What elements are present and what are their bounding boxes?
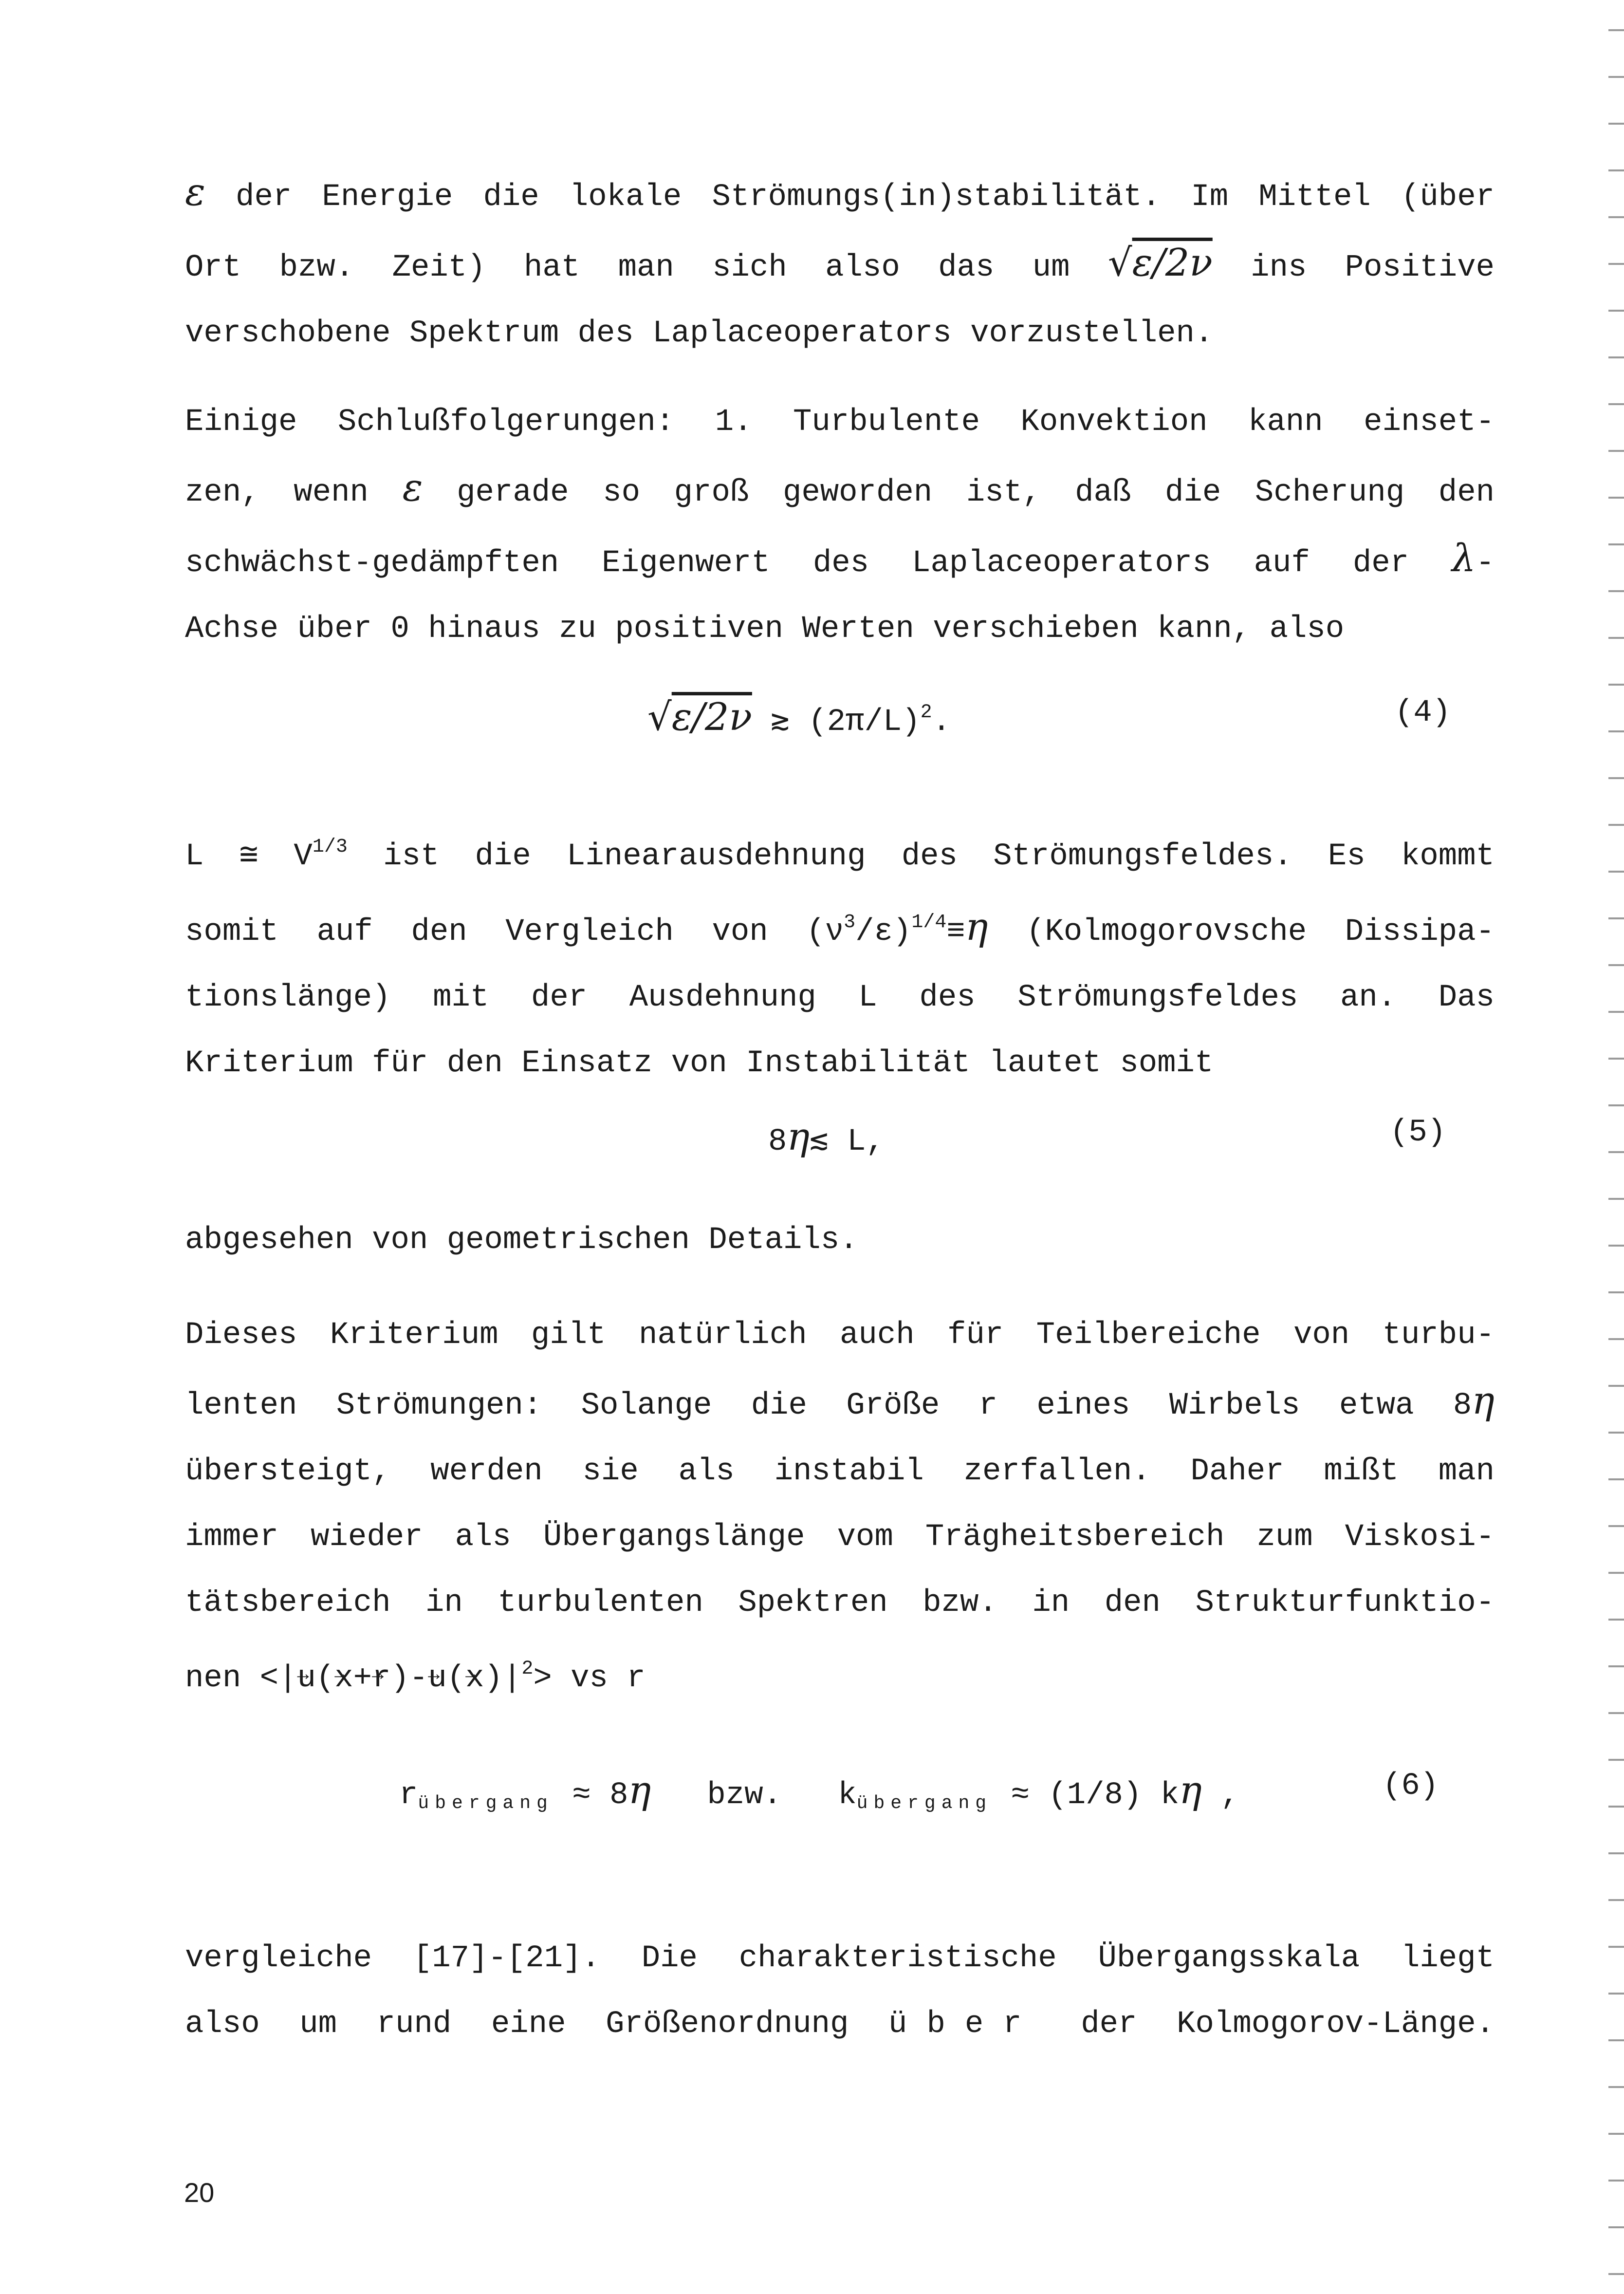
equation-5-number: (5) xyxy=(1390,1115,1446,1150)
paragraph-2 xyxy=(185,390,1495,662)
paragraph-5-line-2: lenten Strömungen: Solange die Größe r eines Wirbels etwa 8η xyxy=(185,1379,1495,1423)
eta-symbol: η xyxy=(628,1769,651,1812)
paragraph-3-line-4: Kriterium für den Einsatz von Instabilität lautet somit xyxy=(185,1046,1214,1081)
vector-x: → x xyxy=(334,1661,353,1696)
paragraph-5-line-1: Dieses Kriterium gilt natürlich auch für Teilbereiche von turbu- xyxy=(185,1318,1495,1353)
paragraph-3-line-3: tionslänge) mit der Ausdehnung L des Strömungsfeldes an. Das xyxy=(185,980,1495,1015)
paragraph-5 xyxy=(185,1303,1495,1712)
paragraph-2-line-2: zen, wenn ε gerade so groß geworden ist, daß die Scherung den xyxy=(185,466,1495,510)
epsilon-symbol: ε xyxy=(185,170,205,214)
vector-r: → r xyxy=(372,1661,390,1696)
equation-4: √ε/2ν ≳ $(2\pi/L)^2$. xyxy=(647,695,951,740)
eta-symbol: η xyxy=(1179,1769,1202,1812)
sqrt-term: √ε/2ν xyxy=(1107,241,1213,285)
lambda-symbol: λ xyxy=(1452,537,1476,580)
paragraph-5-line-6: nen <|→ $u(\to x+\to r)-\to u(\to x)|^2>$ vs r xyxy=(185,1636,1495,1712)
page-number: 20 xyxy=(184,2177,215,2208)
paragraph-1 xyxy=(185,160,1495,367)
equation-5: 8η≲ L, xyxy=(768,1115,885,1159)
paragraph-1-line-2: Ort bzw. Zeit) hat man sich also das um √ε/2ν ins Positive xyxy=(185,241,1495,285)
epsilon-symbol: ε xyxy=(402,466,423,510)
paragraph-6-line-1: vergleiche [17]-[21]. Die charakteristische Übergangsskala liegt xyxy=(185,1941,1495,1976)
paragraph-3-line-2: somit auf den Vergleich von $(\nu^3/\varepsilon)^{1/4}\equiv\eta$ (Kolmogorovsche Dissipa- xyxy=(185,905,1495,950)
equation-6: $r_{übergang} \approx 8\eta$ bzw. $k_{übergang} \approx (1/8)$ kη , xyxy=(399,1769,1239,1814)
scan-right-edge xyxy=(1608,0,1624,2294)
paragraph-2-line-4: Achse über 0 hinaus zu positiven Werten verschieben kann, also xyxy=(185,612,1345,647)
paragraph-6-line-2: also um rund eine Größenordnung über der Kolmogorov-Länge. xyxy=(185,2007,1495,2042)
eta-symbol: η xyxy=(1472,1379,1495,1423)
paragraph-3-line-1: L ≅ $V^{1/3}$ ist die Linearausdehnung des Strömungsfeldes. Es kommt xyxy=(185,836,1495,874)
paragraph-1-line-1: ε der Energie die lokale Strömungs(in)stabilität. Im Mittel (über xyxy=(185,170,1495,215)
vector-x: → x xyxy=(465,1661,484,1696)
paragraph-4-line-1: abgesehen von geometrischen Details. xyxy=(185,1223,858,1258)
paragraph-2-line-1: Einige Schlußfolgerungen: 1. Turbulente Konvektion kann einset- xyxy=(185,405,1495,440)
paragraph-6 xyxy=(185,1926,1495,2057)
vector-u: → u xyxy=(297,1661,315,1696)
paragraph-3 xyxy=(185,814,1495,1097)
paragraph-5-line-5: tätsbereich in turbulenten Spektren bzw. in den Strukturfunktio- xyxy=(185,1585,1495,1621)
paragraph-5-line-3: übersteigt, werden sie als instabil zerfallen. Daher mißt man xyxy=(185,1454,1495,1489)
equation-6-number: (6) xyxy=(1383,1769,1439,1804)
equation-4-number: (4) xyxy=(1395,695,1451,730)
paragraph-5-line-4: immer wieder als Übergangslänge vom Trägheitsbereich zum Viskosi- xyxy=(185,1520,1495,1555)
paragraph-1-line-3: verschobene Spektrum des Laplaceoperators vorzustellen. xyxy=(185,316,1214,351)
paragraph-2-line-3: schwächst-gedämpften Eigenwert des Laplaceoperators auf der λ- xyxy=(185,537,1495,581)
vector-u: → u xyxy=(428,1661,446,1696)
eta-symbol: η xyxy=(787,1115,810,1159)
paragraph-4 xyxy=(185,1208,1495,1273)
eta-symbol: η xyxy=(965,905,988,949)
emphasized-word: über xyxy=(888,2007,1041,2042)
